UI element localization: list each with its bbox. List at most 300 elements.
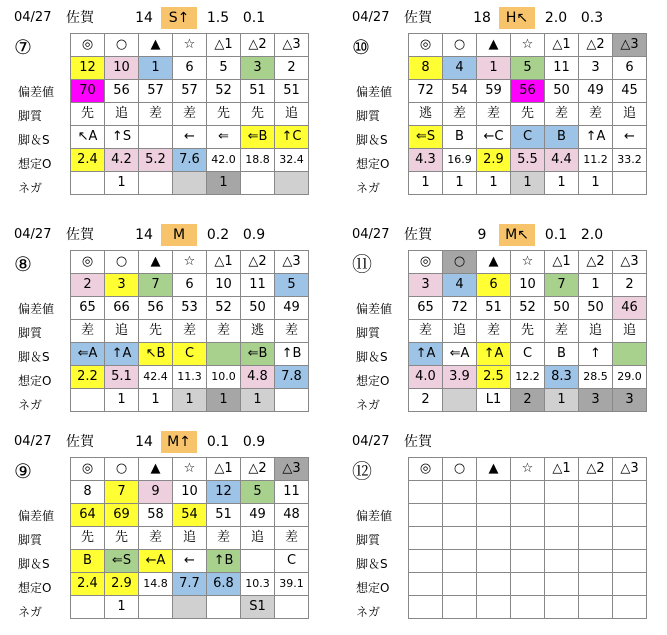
deviation-row: [409, 80, 647, 103]
symbol-row: [71, 251, 309, 274]
row-label: 想定O: [356, 157, 390, 171]
pace-mark: H↖: [499, 7, 535, 29]
grid-cell: ▲: [477, 34, 511, 57]
race-date: 04/27: [352, 227, 390, 242]
grid-cell: △1: [545, 34, 579, 57]
grid-cell: 28.5: [579, 366, 613, 389]
grid-cell: [443, 481, 477, 504]
row-label: 脚＆S: [18, 133, 50, 147]
symbol-row: [409, 251, 647, 274]
race-date: 04/27: [352, 434, 390, 449]
grid-cell: △3: [613, 251, 647, 274]
index-value-2: 0.9: [242, 227, 266, 243]
grid-cell: 2.5: [477, 366, 511, 389]
grid-cell: △3: [275, 251, 309, 274]
grid-cell: 3: [409, 274, 443, 297]
grid-cell: [613, 527, 647, 550]
grid-cell: [613, 172, 647, 195]
race-grid: [70, 457, 309, 619]
row-label: 想定O: [18, 157, 52, 171]
grid-cell: 6: [173, 274, 207, 297]
grid-cell: 5.5: [511, 149, 545, 172]
pace-mark: S↑: [161, 7, 197, 29]
grid-cell: 4: [443, 57, 477, 80]
grid-cell: 48: [275, 504, 309, 527]
grid-cell: △2: [241, 458, 275, 481]
grid-cell: [409, 481, 443, 504]
grid-cell: 差: [275, 320, 309, 343]
grid-cell: 10: [207, 274, 241, 297]
grid-cell: 50: [579, 297, 613, 320]
grid-cell: ▲: [139, 34, 173, 57]
grid-cell: [613, 481, 647, 504]
grid-cell: 1: [579, 172, 613, 195]
grid-cell: 52: [207, 297, 241, 320]
race-header: [352, 223, 666, 247]
grid-cell: 2.4: [71, 573, 105, 596]
grid-cell: ○: [105, 251, 139, 274]
row-label: ネガ: [18, 398, 43, 412]
grid-cell: [241, 550, 275, 573]
grid-cell: ⇐S: [409, 126, 443, 149]
horse-number-row: [409, 57, 647, 80]
race-number: ⑫: [352, 459, 372, 483]
race-date: 04/27: [352, 10, 390, 25]
grid-cell: 29.0: [613, 366, 647, 389]
grid-cell: 11: [241, 274, 275, 297]
grid-cell: 先: [71, 527, 105, 550]
grid-cell: 11.2: [579, 149, 613, 172]
grid-cell: [443, 596, 477, 619]
grid-cell: 32.4: [275, 149, 309, 172]
grid-cell: 51: [275, 80, 309, 103]
row-label: 脚＆S: [18, 557, 50, 571]
grid-cell: 11: [275, 481, 309, 504]
grid-cell: ↑A: [477, 343, 511, 366]
grid-cell: 1: [173, 389, 207, 412]
grid-cell: 14.8: [139, 573, 173, 596]
grid-cell: [613, 504, 647, 527]
row-label: 脚質: [356, 109, 381, 123]
horse-number-row: [409, 274, 647, 297]
grid-cell: 2.4: [71, 149, 105, 172]
grid-cell: C: [511, 126, 545, 149]
negative-row: [409, 389, 647, 412]
grid-cell: [511, 596, 545, 619]
row-label: 偏差値: [356, 85, 393, 99]
grid-cell: ↖A: [71, 126, 105, 149]
grid-cell: 5: [275, 274, 309, 297]
row-label: 想定O: [356, 374, 390, 388]
grid-cell: 10.3: [241, 573, 275, 596]
grid-cell: ←A: [139, 550, 173, 573]
grid-cell: ↖B: [139, 343, 173, 366]
grid-cell: [477, 481, 511, 504]
grid-cell: △2: [579, 251, 613, 274]
grid-cell: [409, 527, 443, 550]
odds-row: [71, 366, 309, 389]
row-label: 偏差値: [356, 509, 393, 523]
grid-cell: 4.2: [105, 149, 139, 172]
grid-cell: [511, 481, 545, 504]
grid-cell: ▲: [139, 458, 173, 481]
grid-cell: ○: [443, 34, 477, 57]
grid-cell: 49: [579, 80, 613, 103]
grid-cell: 6.8: [207, 573, 241, 596]
grid-cell: [613, 573, 647, 596]
race-block: [352, 430, 666, 635]
grid-cell: 16.9: [443, 149, 477, 172]
grid-cell: 5.2: [139, 149, 173, 172]
pace-mark: [499, 431, 535, 453]
grid-cell: 差: [71, 320, 105, 343]
grid-cell: 9: [139, 481, 173, 504]
deviation-row: [71, 80, 309, 103]
grid-cell: ↑A: [579, 126, 613, 149]
grid-cell: ◎: [71, 34, 105, 57]
grid-cell: 72: [409, 80, 443, 103]
grid-cell: 1: [443, 172, 477, 195]
grid-cell: [409, 573, 443, 596]
grid-cell: 5: [207, 57, 241, 80]
horse-number-row: [71, 481, 309, 504]
row-label: 脚質: [18, 109, 43, 123]
race-venue: 佐賀: [404, 434, 432, 450]
grid-cell: 6: [173, 57, 207, 80]
grid-cell: △2: [579, 34, 613, 57]
grid-cell: 51: [207, 504, 241, 527]
grid-cell: ↑: [579, 343, 613, 366]
grid-cell: ▲: [477, 458, 511, 481]
grid-cell: 先: [207, 103, 241, 126]
grid-cell: [613, 596, 647, 619]
pace-row: [409, 126, 647, 149]
grid-cell: △2: [241, 34, 275, 57]
grid-cell: 差: [139, 527, 173, 550]
grid-cell: 逃: [409, 103, 443, 126]
grid-cell: ⇐: [207, 126, 241, 149]
running-style-row: [409, 527, 647, 550]
symbol-row: [71, 34, 309, 57]
grid-cell: 差: [275, 527, 309, 550]
grid-cell: 3: [613, 389, 647, 412]
grid-cell: 65: [409, 297, 443, 320]
race-header: [14, 6, 328, 30]
grid-cell: ◎: [409, 458, 443, 481]
row-label: 想定O: [18, 581, 52, 595]
grid-cell: △3: [275, 458, 309, 481]
running-style-row: [71, 527, 309, 550]
grid-cell: [241, 172, 275, 195]
grid-cell: 逃: [241, 320, 275, 343]
grid-cell: ⇐A: [443, 343, 477, 366]
grid-cell: 7: [545, 274, 579, 297]
grid-cell: [579, 573, 613, 596]
grid-cell: 58: [139, 504, 173, 527]
grid-cell: 50: [545, 297, 579, 320]
grid-cell: 51: [241, 80, 275, 103]
grid-cell: 56: [105, 80, 139, 103]
grid-cell: [545, 573, 579, 596]
grid-cell: 追: [241, 527, 275, 550]
grid-cell: 11: [545, 57, 579, 80]
runner-count: 14: [135, 434, 153, 450]
grid-cell: 10: [511, 274, 545, 297]
grid-cell: 2: [409, 389, 443, 412]
grid-cell: [71, 389, 105, 412]
grid-cell: [511, 504, 545, 527]
grid-cell: 差: [443, 103, 477, 126]
grid-cell: 2.9: [105, 573, 139, 596]
odds-row: [409, 573, 647, 596]
grid-cell: C: [511, 343, 545, 366]
running-style-row: [409, 103, 647, 126]
grid-cell: 52: [207, 80, 241, 103]
pace-mark: M↖: [499, 224, 535, 246]
grid-cell: 差: [545, 103, 579, 126]
grid-cell: 先: [511, 103, 545, 126]
grid-cell: ◎: [409, 251, 443, 274]
race-venue: 佐賀: [404, 10, 432, 26]
grid-cell: [579, 596, 613, 619]
grid-cell: 1: [409, 172, 443, 195]
grid-cell: 1: [511, 172, 545, 195]
grid-cell: ↑A: [409, 343, 443, 366]
row-label: 脚質: [356, 326, 381, 340]
race-venue: 佐賀: [66, 227, 94, 243]
index-value-2: 0.9: [242, 434, 266, 450]
grid-cell: △3: [613, 34, 647, 57]
grid-cell: △1: [207, 251, 241, 274]
grid-cell: [579, 504, 613, 527]
grid-cell: 1: [139, 57, 173, 80]
grid-cell: △1: [207, 34, 241, 57]
index-value-1: 2.0: [544, 10, 568, 26]
grid-cell: [443, 550, 477, 573]
grid-cell: B: [545, 126, 579, 149]
deviation-row: [71, 504, 309, 527]
race-number: ⑦: [14, 35, 32, 59]
race-header: [352, 6, 666, 30]
grid-cell: 10: [105, 57, 139, 80]
grid-cell: ☆: [511, 458, 545, 481]
row-label: 脚＆S: [356, 350, 388, 364]
grid-cell: 42.0: [207, 149, 241, 172]
grid-cell: ◎: [71, 251, 105, 274]
grid-cell: 7.8: [275, 366, 309, 389]
grid-cell: ⇐B: [241, 343, 275, 366]
row-label: 脚＆S: [356, 557, 388, 571]
grid-cell: 56: [139, 297, 173, 320]
row-label: 脚質: [18, 533, 43, 547]
index-value-1: 1.5: [206, 10, 230, 26]
grid-cell: 差: [477, 320, 511, 343]
grid-cell: 2: [511, 389, 545, 412]
grid-cell: 42.4: [139, 366, 173, 389]
grid-cell: [545, 550, 579, 573]
grid-cell: △3: [613, 458, 647, 481]
grid-cell: 69: [105, 504, 139, 527]
grid-cell: 54: [173, 504, 207, 527]
grid-cell: [409, 550, 443, 573]
negative-row: [71, 596, 309, 619]
grid-cell: 7.6: [173, 149, 207, 172]
grid-cell: 11.3: [173, 366, 207, 389]
row-label: 偏差値: [18, 85, 55, 99]
grid-cell: ○: [443, 458, 477, 481]
grid-cell: ⇐A: [71, 343, 105, 366]
race-venue: 佐賀: [404, 227, 432, 243]
grid-cell: ↑C: [275, 126, 309, 149]
symbol-row: [71, 458, 309, 481]
race-number: ⑧: [14, 252, 32, 276]
row-label: ネガ: [18, 181, 43, 195]
grid-cell: 1: [545, 389, 579, 412]
grid-cell: [477, 573, 511, 596]
pace-row: [71, 343, 309, 366]
grid-cell: ←: [173, 126, 207, 149]
grid-cell: L1: [477, 389, 511, 412]
grid-cell: ←: [173, 550, 207, 573]
race-number: ⑩: [352, 35, 370, 59]
negative-row: [409, 172, 647, 195]
grid-cell: 追: [613, 320, 647, 343]
grid-cell: 追: [105, 320, 139, 343]
grid-cell: [579, 527, 613, 550]
grid-cell: 3: [579, 389, 613, 412]
grid-cell: 10.0: [207, 366, 241, 389]
grid-cell: 1: [477, 172, 511, 195]
grid-cell: 6: [477, 274, 511, 297]
grid-cell: C: [173, 343, 207, 366]
grid-cell: [207, 343, 241, 366]
grid-cell: ⇐B: [241, 126, 275, 149]
grid-cell: ☆: [173, 34, 207, 57]
grid-cell: 3: [241, 57, 275, 80]
odds-row: [409, 366, 647, 389]
grid-cell: [443, 504, 477, 527]
grid-cell: [545, 527, 579, 550]
grid-cell: 差: [139, 103, 173, 126]
grid-cell: 追: [105, 103, 139, 126]
index-value-2: 0.1: [242, 10, 266, 26]
grid-cell: 8: [71, 481, 105, 504]
running-style-row: [71, 103, 309, 126]
grid-cell: 1: [105, 389, 139, 412]
symbol-row: [409, 458, 647, 481]
grid-cell: 57: [173, 80, 207, 103]
grid-cell: ↑B: [207, 550, 241, 573]
grid-cell: 差: [173, 320, 207, 343]
grid-cell: 差: [207, 320, 241, 343]
grid-cell: [139, 126, 173, 149]
grid-cell: [545, 596, 579, 619]
deviation-row: [409, 297, 647, 320]
grid-cell: 7.7: [173, 573, 207, 596]
grid-cell: 51: [477, 297, 511, 320]
grid-cell: 52: [511, 297, 545, 320]
grid-cell: ⇐S: [105, 550, 139, 573]
pace-row: [71, 550, 309, 573]
grid-cell: 8.3: [545, 366, 579, 389]
grid-cell: 72: [443, 297, 477, 320]
grid-cell: 差: [545, 320, 579, 343]
race-grid: [408, 457, 647, 619]
pace-row: [409, 343, 647, 366]
grid-cell: 10: [173, 481, 207, 504]
grid-cell: 53: [173, 297, 207, 320]
grid-cell: 差: [477, 103, 511, 126]
grid-cell: B: [545, 343, 579, 366]
horse-number-row: [71, 57, 309, 80]
horse-number-row: [71, 274, 309, 297]
race-header: [14, 223, 328, 247]
grid-cell: 39.1: [275, 573, 309, 596]
grid-cell: 8: [409, 57, 443, 80]
runner-count: 18: [473, 10, 491, 26]
grid-cell: 64: [71, 504, 105, 527]
grid-cell: [275, 389, 309, 412]
grid-cell: 5: [241, 481, 275, 504]
grid-cell: [477, 550, 511, 573]
grid-cell: ↑B: [275, 343, 309, 366]
index-value-2: 2.0: [580, 227, 604, 243]
row-label: ネガ: [356, 181, 381, 195]
symbol-row: [409, 34, 647, 57]
running-style-row: [409, 320, 647, 343]
row-label: 脚質: [18, 326, 43, 340]
row-label: 偏差値: [18, 509, 55, 523]
grid-cell: 49: [241, 504, 275, 527]
race-block: [14, 6, 328, 211]
grid-cell: 7: [105, 481, 139, 504]
grid-cell: 1: [105, 172, 139, 195]
grid-cell: ☆: [511, 34, 545, 57]
grid-cell: 2.9: [477, 149, 511, 172]
grid-cell: [443, 573, 477, 596]
grid-cell: [477, 596, 511, 619]
grid-cell: 56: [511, 80, 545, 103]
odds-row: [71, 149, 309, 172]
grid-cell: ←: [613, 126, 647, 149]
grid-cell: 18.8: [241, 149, 275, 172]
grid-cell: 1: [207, 389, 241, 412]
grid-cell: ←C: [477, 126, 511, 149]
grid-cell: 1: [545, 172, 579, 195]
grid-cell: 1: [105, 596, 139, 619]
grid-cell: [613, 550, 647, 573]
grid-cell: 先: [139, 320, 173, 343]
grid-cell: 2: [71, 274, 105, 297]
runner-count: 9: [477, 227, 487, 243]
grid-cell: [545, 481, 579, 504]
pace-row: [71, 126, 309, 149]
grid-cell: 追: [443, 320, 477, 343]
row-label: 想定O: [356, 581, 390, 595]
race-date: 04/27: [14, 434, 52, 449]
grid-cell: 3: [579, 57, 613, 80]
grid-cell: 33.2: [613, 149, 647, 172]
grid-cell: [511, 573, 545, 596]
grid-cell: △2: [579, 458, 613, 481]
grid-cell: 45: [613, 80, 647, 103]
grid-cell: △3: [275, 34, 309, 57]
grid-cell: 2: [275, 57, 309, 80]
grid-cell: [275, 172, 309, 195]
grid-cell: 1: [477, 57, 511, 80]
runner-count: 14: [135, 10, 153, 26]
grid-cell: [443, 527, 477, 550]
